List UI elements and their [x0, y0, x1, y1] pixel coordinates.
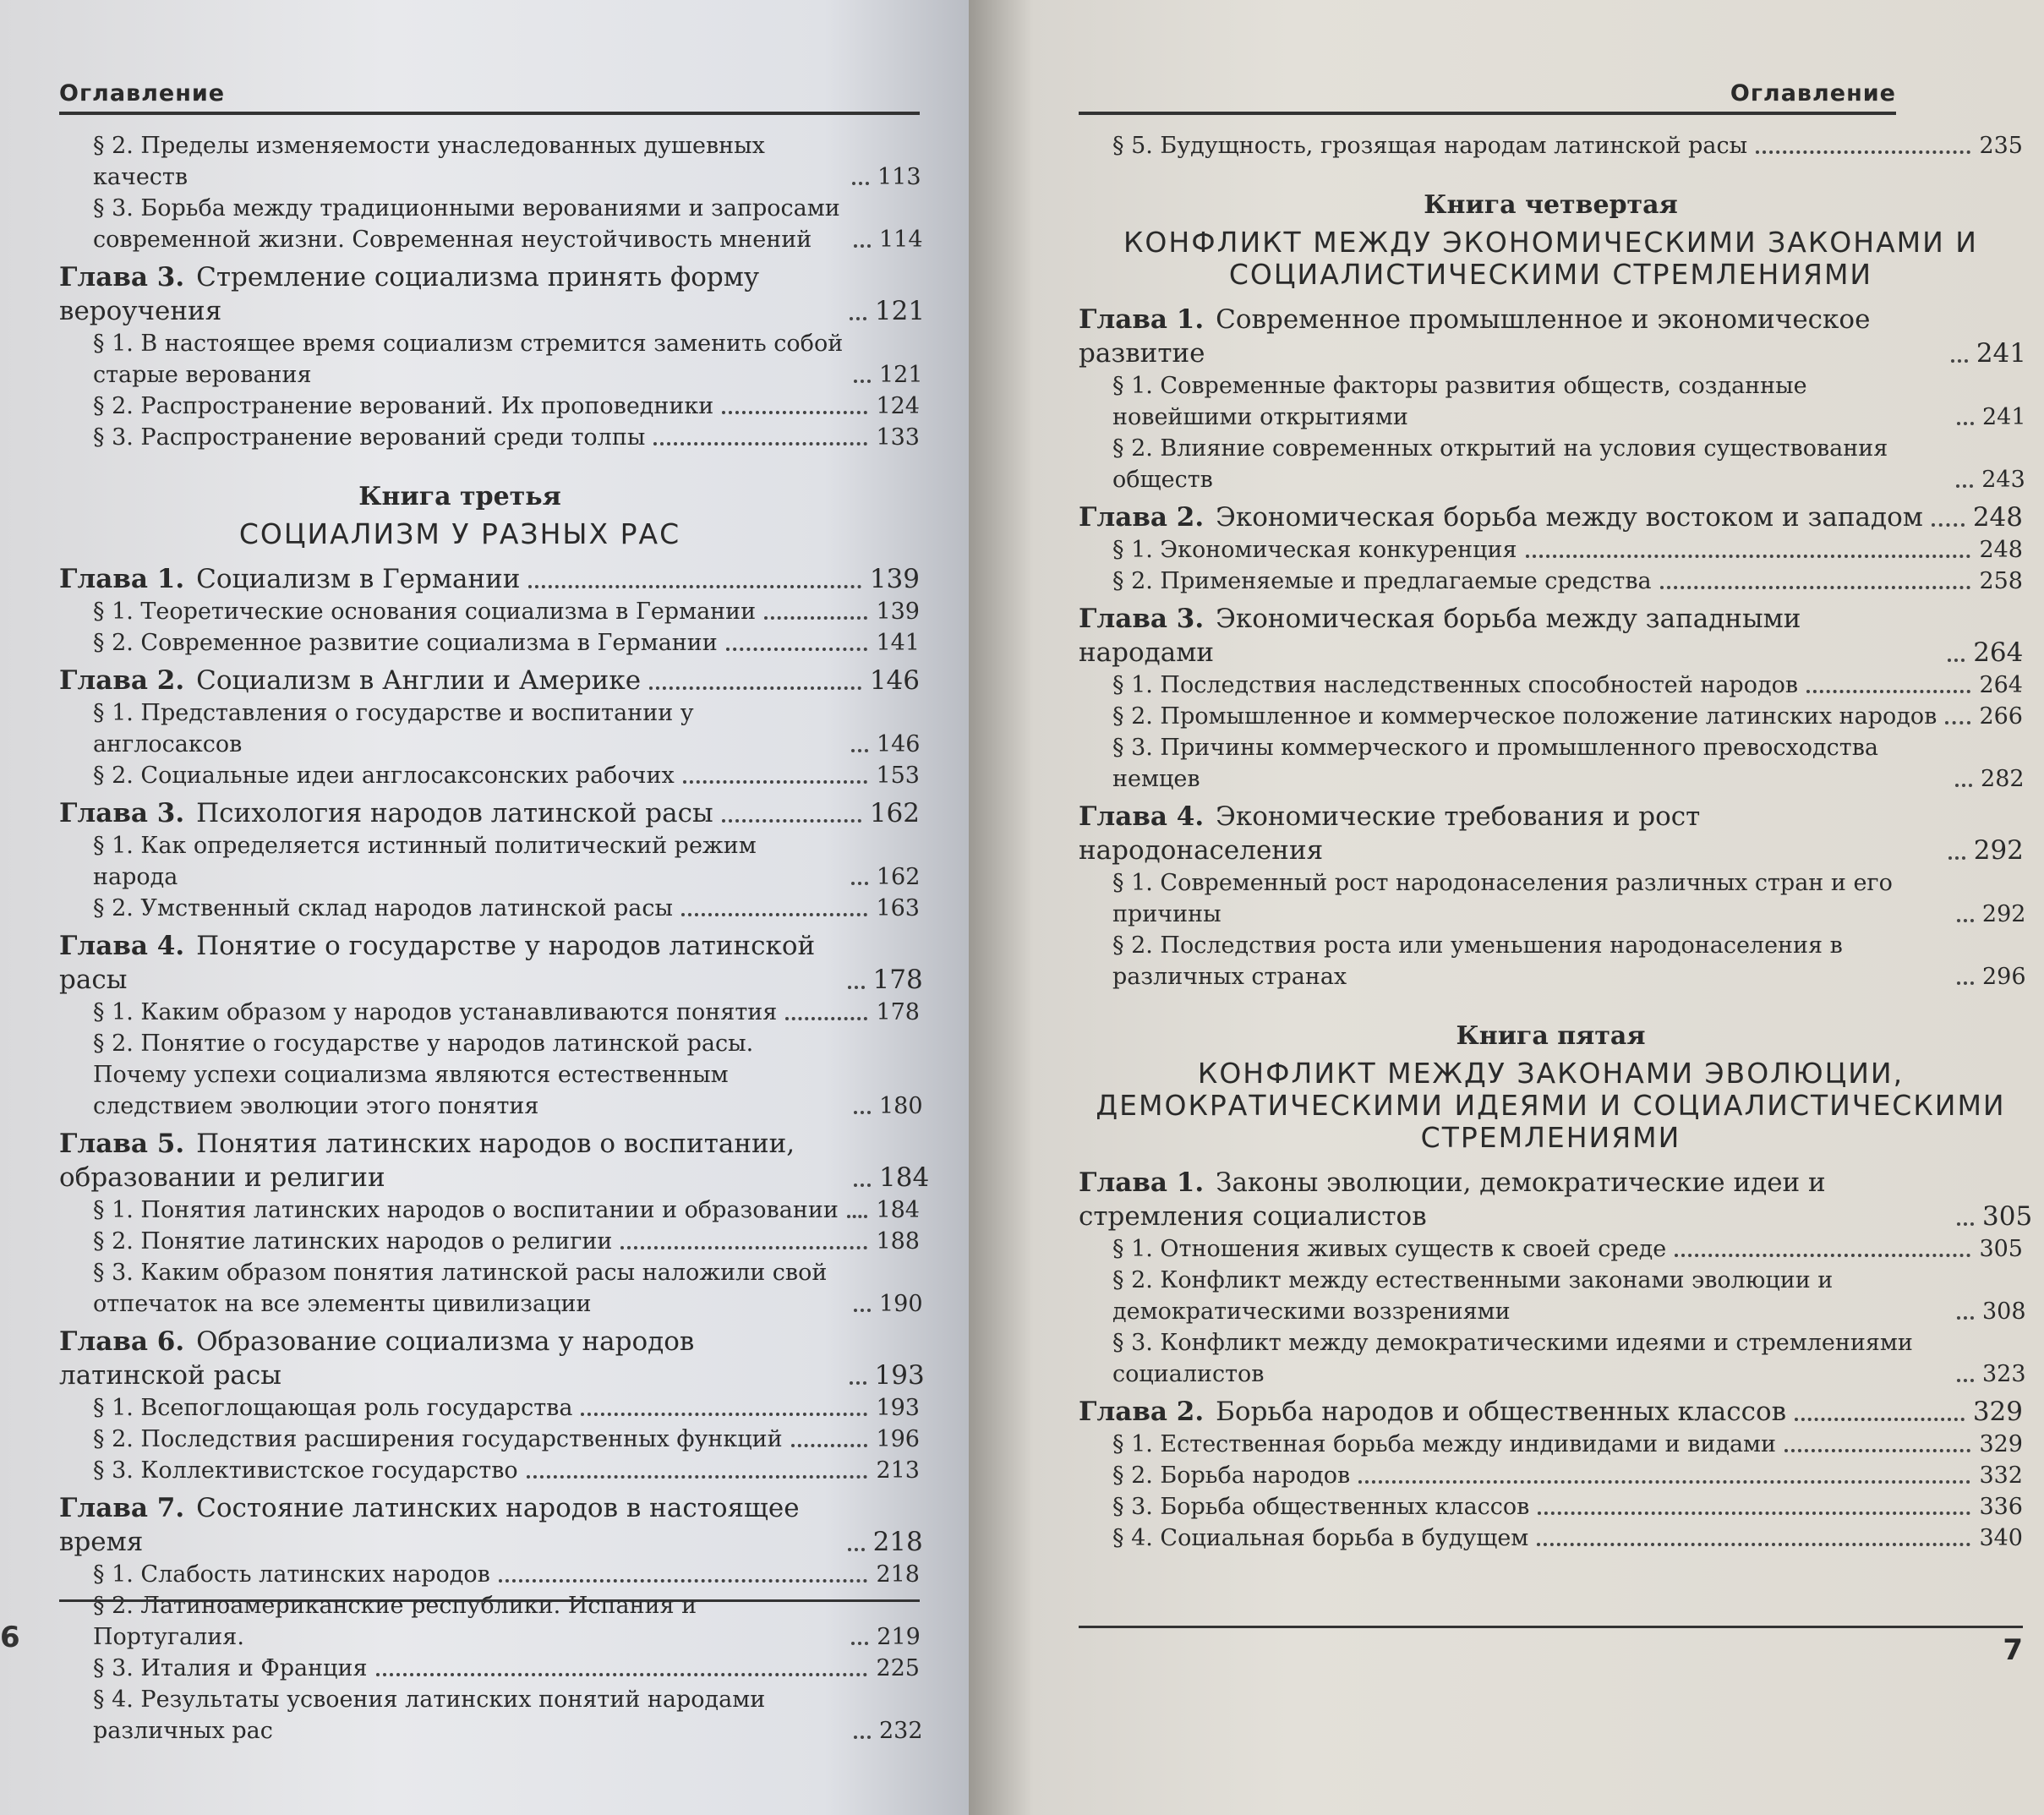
- page-ref: 329: [1972, 1397, 2023, 1427]
- page-ref: 113: [877, 164, 921, 190]
- toc-section-row: [1079, 670, 2023, 701]
- book-title: Книга пятая: [1456, 1021, 1646, 1051]
- page-ref: 146: [876, 731, 921, 757]
- chapter-title: Социализм в Англии и Америке: [196, 665, 642, 696]
- page-ref: 178: [876, 999, 920, 1025]
- page-ref: 241: [1982, 404, 2026, 430]
- toc-section-row: [1079, 732, 2023, 795]
- toc-section-row: [0, 893, 920, 924]
- dot-leader: [850, 1381, 866, 1385]
- section-title: § 2. Борьба народов: [1112, 1462, 1351, 1489]
- section-title: § 3. Коллективистское государство: [93, 1457, 518, 1484]
- section-title: § 2. Умственный склад народов латинской расы: [93, 895, 673, 921]
- toc-chapter-row: [1079, 500, 2023, 534]
- page-ref: 218: [872, 1527, 923, 1557]
- dot-leader: [1526, 555, 1971, 558]
- toc-chapter-row: [0, 796, 920, 830]
- section-title: § 3. Каким образом понятия латинской расы наложили свой отпечаток на все элементы цивилизации: [93, 1260, 828, 1317]
- page-ref: 248: [1972, 502, 2023, 533]
- section-title: § 2. Пределы изменяемости унаследованных душевных качеств: [93, 133, 765, 190]
- toc-chapter-row: [0, 1127, 930, 1195]
- dot-leader: [854, 244, 871, 248]
- chapter-title: Законы эволюции, демократические идеи и стремления социалистов: [1079, 1167, 1826, 1232]
- dot-leader: [722, 819, 861, 823]
- page-ref: 193: [876, 1395, 920, 1421]
- page-ref: 340: [1979, 1525, 2023, 1551]
- dot-leader: [850, 317, 866, 320]
- page-ref: 329: [1979, 1431, 2023, 1457]
- section-title: § 2. Понятие о государстве у народов латинской расы. Почему успехи социализма являются естественным следствием эволюции этого понятия: [93, 1031, 754, 1119]
- page-ref: 184: [879, 1162, 930, 1193]
- toc-section-row: [0, 1653, 920, 1684]
- dot-leader: [785, 1017, 867, 1020]
- toc-section-row: [0, 627, 920, 659]
- dot-leader: [620, 1246, 867, 1249]
- page-ref: 184: [876, 1197, 920, 1223]
- dot-leader: [722, 411, 867, 414]
- running-head-right: Оглавление: [1079, 80, 1896, 115]
- section-title: § 2. Понятие латинских народов о религии: [93, 1228, 613, 1255]
- section-title: § 1. Слабость латинских народов: [93, 1561, 490, 1588]
- toc-section-row: [1079, 1460, 2023, 1491]
- page-ref: 282: [1981, 766, 2025, 792]
- page-number-left: 6: [0, 1621, 20, 1654]
- section-title: § 2. Социальные идеи англосаксонских рабочих: [93, 763, 675, 789]
- toc-section-row: [1079, 701, 2023, 732]
- toc-section-row: [0, 1392, 920, 1424]
- chapter-title: Борьба народов и общественных классов: [1216, 1397, 1787, 1427]
- chapter-title: Образование социализма у народов латинской расы: [59, 1326, 695, 1391]
- dot-leader: [1945, 721, 1970, 724]
- section-title: § 1. Теоретические основания социализма в Германии: [93, 599, 757, 625]
- section-title: § 1. Как определяется истинный политический режим народа: [93, 833, 757, 890]
- chapter-label: Глава 5.: [59, 1129, 185, 1159]
- page-ref: 232: [879, 1718, 923, 1744]
- dot-leader: [791, 1444, 868, 1447]
- dot-leader: [854, 1309, 871, 1312]
- dot-leader: [1948, 856, 1965, 860]
- chapter-label: Глава 2.: [59, 665, 185, 696]
- toc-section-row: [0, 328, 923, 391]
- dot-leader: [851, 749, 868, 752]
- chapter-label: Глава 3.: [59, 262, 185, 292]
- chapter-label: Глава 1.: [1079, 1167, 1205, 1198]
- toc-chapter-row: [1079, 1395, 2023, 1429]
- page-ref: 332: [1979, 1462, 2023, 1489]
- toc-section-row: [1079, 1429, 2023, 1460]
- toc-section-row: [0, 391, 920, 422]
- section-title: § 1. Современные факторы развития обществ, созданные новейшими открытиями: [1112, 373, 1807, 430]
- page-ref: 190: [879, 1291, 923, 1317]
- running-head-left: Оглавление: [59, 80, 920, 115]
- section-title: § 2. Распространение верований. Их проповедники: [93, 393, 714, 419]
- toc-section-row: [0, 1028, 923, 1122]
- page-ref: 114: [879, 227, 923, 253]
- page-ref: 193: [874, 1360, 925, 1391]
- toc-section-row: [1079, 867, 2026, 930]
- page-ref: 124: [876, 393, 920, 419]
- section-title: § 3. Борьба общественных классов: [1112, 1494, 1530, 1520]
- toc-section-row: [0, 1684, 923, 1747]
- chapter-title: Социализм в Германии: [196, 564, 521, 594]
- section-title: § 2. Применяемые и предлагаемые средства: [1112, 568, 1652, 594]
- section-title: § 1. Экономическая конкуренция: [1112, 537, 1517, 563]
- dot-leader: [649, 686, 861, 690]
- dot-leader: [1957, 1222, 1974, 1226]
- toc-section-row: [1079, 1491, 2023, 1523]
- page-ref: 153: [876, 763, 920, 789]
- dot-leader: [681, 913, 867, 916]
- section-title: § 4. Результаты усвоения латинских понятий народами различных рас: [93, 1687, 766, 1744]
- toc-chapter-row: [0, 260, 926, 328]
- page-ref: 305: [1979, 1236, 2023, 1262]
- dot-leader: [764, 616, 867, 620]
- dot-leader: [1358, 1480, 1970, 1484]
- dot-leader: [848, 986, 865, 989]
- dot-leader: [653, 442, 867, 446]
- section-title: § 3. Причины коммерческого и промышленного превосходства немцев: [1112, 735, 1878, 792]
- toc-section-row: [0, 697, 920, 760]
- dot-leader: [1756, 150, 1970, 154]
- toc-section-row: [1079, 534, 2023, 566]
- section-title: § 2. Латиноамериканские республики. Испания и Португалия.: [93, 1593, 697, 1650]
- page-ref: 162: [869, 798, 920, 828]
- chapter-label: Глава 2.: [1079, 502, 1205, 533]
- toc-section-row: [0, 760, 920, 791]
- chapter-label: Глава 4.: [1079, 801, 1205, 832]
- toc-section-row: [1079, 1265, 2026, 1327]
- page-ref: 188: [876, 1228, 920, 1255]
- page-ref: 196: [876, 1426, 920, 1452]
- page-ref: 248: [1979, 537, 2023, 563]
- toc-section-row: [1079, 433, 2023, 495]
- dot-leader: [1675, 1254, 1970, 1257]
- page-ref: 139: [869, 564, 920, 594]
- dot-leader: [527, 1475, 868, 1479]
- toc-section-row: [0, 596, 920, 627]
- page-ref: 336: [1979, 1494, 2023, 1520]
- toc-section-row: [1079, 1233, 2023, 1265]
- page-ref: 258: [1979, 568, 2023, 594]
- chapter-label: Глава 1.: [59, 564, 185, 594]
- toc-chapter-row: [0, 929, 923, 997]
- book-heading: СОЦИАЛИЗМ У РАЗНЫХ РАС: [238, 517, 681, 550]
- chapter-label: Глава 4.: [59, 931, 185, 961]
- page-ref: 218: [876, 1561, 920, 1588]
- right-page: [969, 0, 2044, 1815]
- chapter-label: Глава 3.: [1079, 604, 1205, 634]
- book-title: Книга третья: [358, 482, 561, 511]
- section-title: § 1. Представления о государстве и воспитании у англосаксов: [93, 700, 694, 757]
- right-toc: [1079, 130, 2033, 1554]
- section-title: § 1. Последствия наследственных способностей народов: [1112, 672, 1799, 698]
- page-ref: 243: [1981, 467, 2025, 493]
- book-title: Книга четвертая: [1424, 190, 1678, 220]
- toc-section-row: [0, 830, 920, 893]
- dot-leader: [848, 1548, 865, 1551]
- chapter-title: Психология народов латинской расы: [196, 798, 713, 828]
- toc-section-row: [1079, 1523, 2023, 1554]
- page-ref: 139: [876, 599, 920, 625]
- page-ref: 178: [872, 965, 923, 995]
- dot-leader: [851, 1642, 868, 1645]
- page-ref: 121: [879, 362, 923, 388]
- page-ref: 266: [1979, 703, 2023, 730]
- page-ref: 235: [1979, 133, 2023, 159]
- dot-leader: [1956, 484, 1973, 488]
- left-page: [0, 0, 970, 1815]
- page-ref: 292: [1973, 835, 2024, 866]
- toc-section-row: [1079, 130, 2023, 161]
- toc-section-row: [1079, 1327, 2026, 1390]
- toc-section-row: [0, 1455, 920, 1486]
- page-ref: 213: [876, 1457, 920, 1484]
- section-title: § 3. Распространение верований среди толпы: [93, 424, 646, 451]
- section-title: § 1. Естественная борьба между индивидами и видами: [1112, 1431, 1777, 1457]
- toc-chapter-row: [0, 562, 920, 596]
- dot-leader: [1948, 659, 1965, 662]
- page-number-right: 7: [1079, 1626, 2023, 1667]
- section-title: § 1. Каким образом у народов устанавливаются понятия: [93, 999, 778, 1025]
- section-title: § 5. Будущность, грозящая народам латинской расы: [1112, 133, 1748, 159]
- page-ref: 323: [1982, 1361, 2026, 1387]
- dot-leader: [1932, 523, 1965, 527]
- page-ref: 241: [1976, 338, 2026, 369]
- toc-section-row: [0, 130, 920, 193]
- toc-section-row: [1079, 370, 2026, 433]
- toc-section-row: [0, 1257, 923, 1320]
- dot-leader: [852, 182, 869, 185]
- chapter-title: Экономические требования и рост народонаселения: [1079, 801, 1701, 866]
- page-ref: 296: [1982, 964, 2026, 990]
- chapter-title: Понятия латинских народов о воспитании, образовании и религии: [59, 1129, 795, 1193]
- toc-chapter-row: [1079, 602, 2023, 670]
- chapter-title: Экономическая борьба между востоком и западом: [1216, 502, 1923, 533]
- dot-leader: [854, 380, 871, 383]
- dot-leader: [847, 1215, 868, 1218]
- dot-leader: [1957, 1316, 1974, 1320]
- section-title: § 1. В настоящее время социализм стремится заменить собой старые верования: [93, 331, 844, 388]
- dot-leader: [854, 1184, 871, 1187]
- chapter-label: Глава 7.: [59, 1493, 185, 1523]
- chapter-title: Понятие о государстве у народов латинской расы: [59, 931, 816, 995]
- section-title: § 1. Современный рост народонаселения различных стран и его причины: [1112, 870, 1893, 927]
- book-heading: КОНФЛИКТ МЕЖДУ ЗАКОНАМИ ЭВОЛЮЦИИ, ДЕМОКРАТИЧЕСКИМИ ИДЕЯМИ И СОЦИАЛИСТИЧЕСКИМИ СТРЕМЛЕНИЯМИ: [1096, 1057, 2006, 1154]
- page-ref: 264: [1979, 672, 2023, 698]
- toc-chapter-row: [1079, 800, 2023, 867]
- dot-leader: [1957, 422, 1974, 425]
- dot-leader: [499, 1579, 868, 1583]
- section-title: § 3. Италия и Франция: [93, 1655, 368, 1681]
- section-title: § 2. Последствия роста или уменьшения народонаселения в различных странах: [1112, 932, 1843, 990]
- page-ref: 133: [876, 424, 920, 451]
- section-title: § 2. Промышленное и коммерческое положение латинских народов: [1112, 703, 1937, 730]
- toc-section-row: [0, 1424, 920, 1455]
- dot-leader: [1795, 1418, 1965, 1421]
- section-title: § 3. Конфликт между демократическими идеями и стремлениями социалистов: [1112, 1330, 1913, 1387]
- dot-leader: [376, 1673, 868, 1676]
- page-ref: 162: [876, 864, 921, 890]
- section-title: § 1. Понятия латинских народов о воспитании и образовании: [93, 1197, 839, 1223]
- book-heading: КОНФЛИКТ МЕЖДУ ЭКОНОМИЧЕСКИМИ ЗАКОНАМИ И СОЦИАЛИСТИЧЕСКИМИ СТРЕМЛЕНИЯМИ: [1123, 226, 1978, 291]
- page-ref: 163: [876, 895, 920, 921]
- dot-leader: [1784, 1449, 1970, 1452]
- dot-leader: [581, 1413, 867, 1416]
- dot-leader: [1537, 1543, 1970, 1546]
- chapter-label: Глава 1.: [1079, 304, 1205, 335]
- section-title: § 2. Конфликт между естественными законами эволюции и демократическими воззрениями: [1112, 1267, 1834, 1325]
- toc-section-row: [0, 193, 923, 255]
- dot-leader: [726, 648, 868, 651]
- chapter-label: Глава 2.: [1079, 1397, 1205, 1427]
- page-ref: 292: [1981, 901, 2026, 927]
- toc-section-row: [1079, 566, 2023, 597]
- page-ref: 180: [879, 1093, 923, 1119]
- toc-chapter-row: [1079, 303, 2026, 370]
- left-toc: [0, 130, 930, 1747]
- dot-leader: [1660, 586, 1971, 589]
- page-ref: 225: [876, 1655, 920, 1681]
- page-ref: 264: [1973, 637, 2024, 668]
- dot-leader: [1957, 981, 1974, 985]
- toc-section-row: [0, 1226, 920, 1257]
- dot-leader: [1538, 1512, 1970, 1515]
- section-title: § 3. Борьба между традиционными верованиями и запросами современной жизни. Современная неустойчивость мнений: [93, 195, 840, 253]
- dot-leader: [683, 780, 868, 784]
- dot-leader: [854, 1111, 871, 1114]
- toc-section-row: [1079, 930, 2026, 992]
- page-ref: 308: [1982, 1298, 2026, 1325]
- chapter-label: Глава 6.: [59, 1326, 185, 1357]
- toc-chapter-row: [0, 1491, 923, 1559]
- dot-leader: [854, 1736, 871, 1739]
- page-ref: 146: [869, 665, 920, 696]
- chapter-title: Состояние латинских народов в настоящее время: [59, 1493, 800, 1557]
- section-title: § 2. Влияние современных открытий на условия существования обществ: [1112, 435, 1888, 493]
- chapter-label: Глава 3.: [59, 798, 185, 828]
- section-title: § 4. Социальная борьба в будущем: [1112, 1525, 1529, 1551]
- toc-section-row: [0, 1195, 920, 1226]
- chapter-title: Стремление социализма принять форму вероучения: [59, 262, 760, 326]
- toc-section-row: [0, 1559, 920, 1590]
- toc-chapter-row: [0, 664, 920, 697]
- dot-leader: [1955, 784, 1972, 787]
- dot-leader: [851, 882, 868, 885]
- page-ref: 141: [876, 630, 920, 656]
- chapter-title: Современное промышленное и экономическое развитие: [1079, 304, 1871, 369]
- dot-leader: [1957, 919, 1974, 922]
- section-title: § 1. Отношения живых существ к своей среде: [1112, 1236, 1667, 1262]
- section-title: § 2. Последствия расширения государственных функций: [93, 1426, 783, 1452]
- dot-leader: [1951, 359, 1968, 363]
- toc-section-row: [0, 997, 920, 1028]
- toc-chapter-row: [0, 1325, 925, 1392]
- dot-leader: [1806, 690, 1970, 693]
- dot-leader: [528, 585, 861, 588]
- page-ref: 219: [877, 1624, 921, 1650]
- chapter-title: Экономическая борьба между западными народами: [1079, 604, 1801, 668]
- dot-leader: [1957, 1379, 1974, 1382]
- section-title: § 2. Современное развитие социализма в Германии: [93, 630, 718, 656]
- page-ref: 121: [874, 296, 926, 326]
- toc-chapter-row: [1079, 1166, 2033, 1233]
- left-footer-rule: [59, 1599, 920, 1602]
- toc-section-row: [0, 422, 920, 453]
- page-ref: 305: [1982, 1201, 2033, 1232]
- section-title: § 1. Всепоглощающая роль государства: [93, 1395, 573, 1421]
